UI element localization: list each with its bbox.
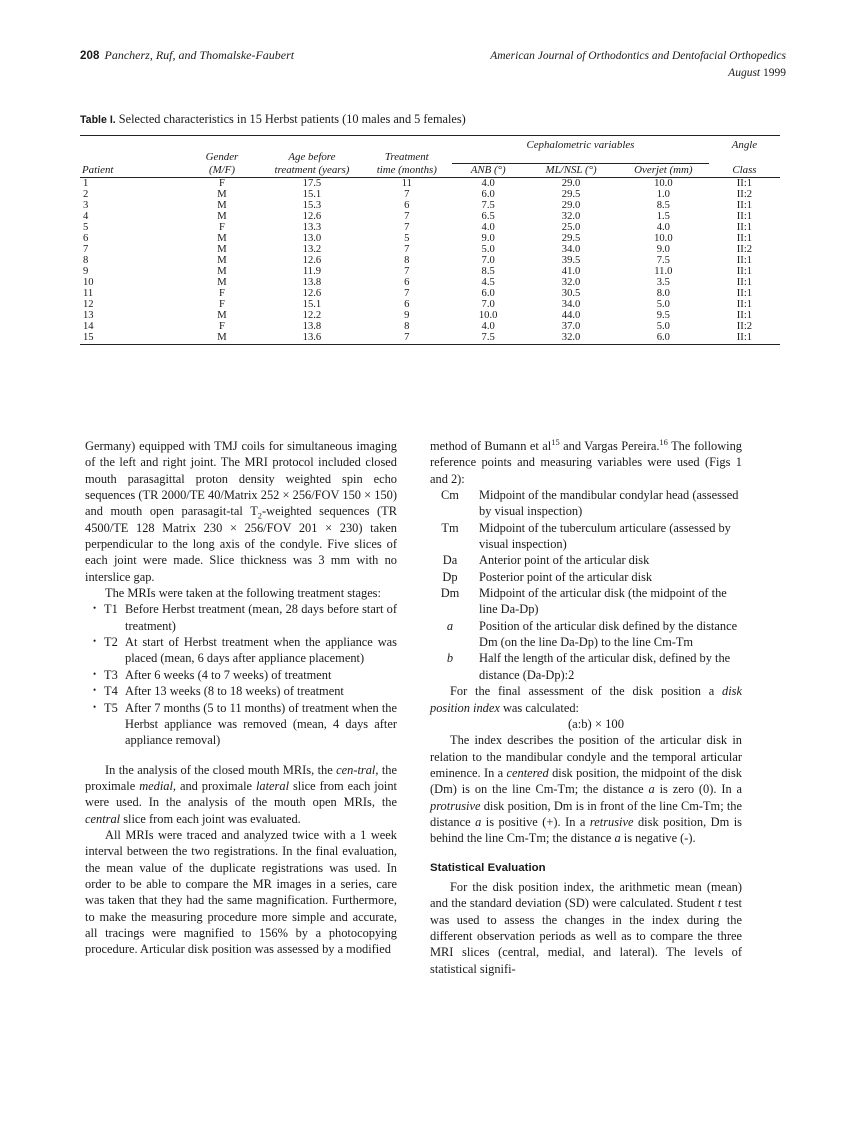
table-cell: 4.0 bbox=[481, 221, 495, 233]
table-cell: 13.8 bbox=[302, 276, 322, 288]
table-cell: 25.0 bbox=[561, 221, 581, 233]
table-cell: 7.5 bbox=[656, 254, 670, 266]
para-desc-p1: The index describes the position of the articular disk in relation to the mandibular condyle and the temporal articular eminence. In a bbox=[430, 733, 742, 780]
header-gender-line1: Gender bbox=[205, 151, 239, 163]
para-desc-p2: disk position, the midpoint of the disk (Dm) is on the line Cm-Tm; the distance bbox=[430, 765, 742, 797]
table-cell: F bbox=[219, 320, 225, 332]
table-cell: M bbox=[217, 254, 227, 266]
table-cell: 8.5 bbox=[481, 265, 495, 277]
table-cell: II:2 bbox=[736, 243, 753, 255]
cell-patient: 11 bbox=[83, 287, 94, 299]
cell-patient: 1 bbox=[83, 177, 89, 189]
definition-text: Midpoint of the articular disk (the midpoint of the line Da-Dp) bbox=[479, 586, 727, 617]
table-cell: 30.5 bbox=[561, 287, 581, 299]
table-cell: 4.0 bbox=[481, 320, 495, 332]
table-cell: 9.0 bbox=[481, 232, 495, 244]
header-age: treatment (years) bbox=[274, 163, 350, 176]
table-cell: 6.0 bbox=[481, 188, 495, 200]
body-column-left bbox=[85, 438, 397, 958]
cell-patient: 4 bbox=[83, 210, 89, 222]
table-header-row bbox=[80, 163, 780, 176]
table-row bbox=[80, 255, 780, 266]
table-cell: F bbox=[219, 287, 225, 299]
table-row bbox=[80, 189, 780, 200]
table-group-rule-row bbox=[80, 151, 780, 163]
table-cell: 8 bbox=[404, 254, 410, 266]
table-cell: II:1 bbox=[736, 254, 753, 266]
table-row bbox=[80, 177, 780, 189]
para-mri-protocol-part-b: -weighted sequences (TR 4500/TE 128 Matrix 230 × 256/FOV 201 × 230) taken perpendicular to the long axis of the condyle. Five slices of each joint were made. Slice thickness was 3 mm with no interslice gap. bbox=[85, 504, 398, 584]
formula-disk-position-index: (a:b) × 100 bbox=[567, 716, 625, 731]
reference-superscript-16: 16 bbox=[659, 436, 668, 447]
table-cell: 13.2 bbox=[302, 243, 322, 255]
para-disk-index-p2: was calculated: bbox=[499, 700, 579, 715]
cell-patient: 5 bbox=[83, 221, 89, 233]
table-cell: 44.0 bbox=[561, 309, 581, 321]
cell-patient: 14 bbox=[83, 320, 94, 332]
table-cell: 29.5 bbox=[561, 188, 581, 200]
para-slice-analysis-p2: the proximale bbox=[85, 762, 397, 793]
issue-year: 1999 bbox=[763, 67, 786, 79]
treatment-stage-tag: T5 bbox=[104, 700, 118, 715]
header-angle-class: Class bbox=[732, 163, 757, 176]
journal-title: American Journal of Orthodontics and Dentofacial Orthopedics bbox=[490, 50, 786, 62]
table-cell: 6.5 bbox=[481, 210, 495, 222]
table-group-header-row bbox=[80, 136, 780, 152]
definition-term: Dp bbox=[442, 569, 458, 584]
table-cell: 8 bbox=[404, 320, 410, 332]
table-cell: 7 bbox=[404, 221, 410, 233]
table-cell: 6 bbox=[404, 298, 410, 310]
reference-superscript-15: 15 bbox=[551, 436, 560, 447]
para-disk-index-p1: For the final assessment of the disk position a bbox=[450, 684, 723, 699]
para-desc-p7: is negative (-). bbox=[620, 831, 696, 846]
table-cell: 10.0 bbox=[654, 232, 673, 244]
emph-centered: centered bbox=[506, 765, 549, 780]
table-rule-bottom bbox=[80, 343, 780, 345]
header-patient: Patient bbox=[82, 163, 114, 176]
table-cell: 6.0 bbox=[656, 331, 670, 343]
table-row bbox=[80, 244, 780, 255]
treatment-stage-text: After 6 weeks (4 to 7 weeks) of treatment bbox=[125, 667, 332, 682]
table-cell: 10.0 bbox=[478, 309, 498, 321]
para-statistics bbox=[430, 879, 742, 977]
emph-t-test: t bbox=[717, 896, 722, 911]
table-cell: 9.5 bbox=[656, 309, 670, 321]
para-mri-protocol-part-a: Germany) equipped with TMJ coils for simultaneous imaging of the left and right joint. The MRI protocol included closed mouth parasagittal proton density weighted spin echo sequences (TR 2000/TE 40/Matrix 252 × 256/FOV 150 × 150) and mouth open parasagit- bbox=[85, 439, 397, 519]
emph-a-2: a bbox=[475, 814, 482, 829]
table-cell: II:1 bbox=[736, 298, 753, 310]
bullet-icon: • bbox=[93, 636, 97, 647]
treatment-stage-tag: T1 bbox=[104, 602, 118, 617]
para-desc-p5: is positive (+). In a bbox=[481, 814, 590, 829]
table-row bbox=[80, 288, 780, 299]
treatment-stage-text: After 7 months (5 to 11 months) of treatment when the Herbst appliance was removed (mean, 4 days after appliance removal) bbox=[125, 700, 397, 748]
table-cell: 8.0 bbox=[656, 287, 670, 299]
header-mlnsl: ML/NSL (°) bbox=[545, 163, 597, 176]
table-cell: 13.3 bbox=[302, 221, 322, 233]
table-cell: 39.5 bbox=[561, 254, 581, 266]
emph-central-tral: cen-tral, bbox=[336, 762, 379, 777]
table-row bbox=[80, 299, 780, 310]
table-caption-text: Selected characteristics in 15 Herbst patients (10 males and 5 females) bbox=[118, 112, 466, 126]
table-cell: 13.0 bbox=[302, 232, 322, 244]
table-cell: II:2 bbox=[736, 188, 753, 200]
table-cell: 7 bbox=[404, 287, 410, 299]
definition-term: b bbox=[446, 651, 454, 666]
table-cell: II:1 bbox=[736, 221, 753, 233]
treatment-stage-list bbox=[85, 601, 397, 748]
cell-patient: 9 bbox=[83, 265, 89, 277]
table-cell: 11.0 bbox=[654, 265, 673, 277]
table-cell: 34.0 bbox=[561, 298, 581, 310]
cell-patient: 3 bbox=[83, 199, 89, 211]
treatment-stage-item bbox=[85, 601, 397, 634]
table-row bbox=[80, 332, 780, 343]
table-cell: 9 bbox=[404, 309, 410, 321]
definition-term: Da bbox=[442, 553, 458, 568]
table-cell: M bbox=[217, 309, 227, 321]
emph-a-3: a bbox=[614, 831, 621, 846]
para-method bbox=[430, 438, 742, 487]
table-row bbox=[80, 310, 780, 321]
table-cell: 4.0 bbox=[481, 177, 495, 189]
para-slice-analysis-p3: and proximale bbox=[176, 778, 256, 793]
table-row bbox=[80, 277, 780, 288]
table-cell: 15.1 bbox=[302, 298, 322, 310]
cell-patient: 10 bbox=[83, 276, 94, 288]
table-cell: 7 bbox=[404, 188, 410, 200]
para-desc-p4: disk position, Dm is in front of the line Cm-Tm; the distance bbox=[430, 798, 742, 829]
table-cell: 7 bbox=[404, 210, 410, 222]
table-cell: II:1 bbox=[736, 232, 753, 244]
emph-a-1: a bbox=[648, 782, 655, 797]
table-cell: 6 bbox=[404, 199, 410, 211]
table-cell: 4.0 bbox=[656, 221, 670, 233]
table-cell: 6.0 bbox=[481, 287, 495, 299]
table-row bbox=[80, 266, 780, 277]
emph-retrusive: retrusive bbox=[589, 814, 634, 829]
definition-term: Tm bbox=[441, 520, 459, 535]
treatment-stage-item bbox=[85, 700, 397, 749]
spacer bbox=[430, 847, 742, 860]
table-cell: M bbox=[217, 331, 227, 343]
table-cell: 29.5 bbox=[561, 232, 581, 244]
table-cell: 13.6 bbox=[302, 331, 322, 343]
header-angle-line1: Angle bbox=[731, 139, 758, 151]
para-stats-p2: test was used to assess the changes in the index during the different observation periods as well as to compare the three MRI slices (central, medial, and lateral). The levels of statistical signifi- bbox=[430, 896, 742, 976]
table-cell: F bbox=[219, 298, 225, 310]
table-cell: II:1 bbox=[736, 210, 753, 222]
bullet-icon: • bbox=[93, 685, 97, 696]
table-cell: 29.0 bbox=[561, 199, 581, 211]
running-head-authors: Pancherz, Ruf, and Thomalske-Faubert bbox=[104, 48, 295, 62]
table-cell: 29.0 bbox=[561, 177, 581, 189]
subhead-statistical-evaluation: Statistical Evaluation bbox=[430, 861, 546, 874]
definition-text: Posterior point of the articular disk bbox=[479, 569, 653, 584]
characteristics-table bbox=[80, 134, 780, 345]
definition-item bbox=[430, 487, 742, 520]
issue-month: August bbox=[728, 67, 761, 79]
definition-text: Anterior point of the articular disk bbox=[479, 553, 650, 568]
para-mri-protocol-t2-lead: tal T bbox=[230, 504, 258, 519]
table-cell: 6 bbox=[404, 276, 410, 288]
table-cell: 11.9 bbox=[302, 265, 322, 277]
table-cell: 10.0 bbox=[654, 177, 673, 189]
header-overjet: Overjet (mm) bbox=[634, 163, 693, 176]
para-desc-p6: disk position, Dm is behind the line Cm-Tm; the distance bbox=[430, 814, 742, 846]
treatment-stage-text: At start of Herbst treatment when the appliance was placed (mean, 6 days after appliance placement) bbox=[125, 635, 397, 666]
table-cell: 7.0 bbox=[481, 254, 495, 266]
table-cell: II:1 bbox=[736, 287, 753, 299]
para-slice-analysis-p1: In the analysis of the closed mouth MRIs, the bbox=[105, 762, 337, 777]
table-cell: 1.5 bbox=[656, 210, 670, 222]
table-cell: 5 bbox=[404, 232, 410, 244]
reference-point-definitions bbox=[430, 487, 742, 683]
bullet-icon: • bbox=[93, 603, 97, 614]
definition-text: Half the length of the articular disk, defined by the distance (Da-Dp):2 bbox=[479, 651, 731, 682]
para-slice-analysis bbox=[85, 762, 397, 827]
table-cell: II:2 bbox=[736, 320, 753, 332]
bullet-icon: • bbox=[93, 668, 97, 679]
definition-item bbox=[430, 520, 742, 553]
definition-term: Cm bbox=[441, 488, 459, 503]
para-stats-p1: For the disk position index, the arithmetic mean (mean) and the standard deviation (SD) were calculated. Student bbox=[430, 879, 742, 911]
running-head-right bbox=[490, 48, 786, 82]
cell-patient: 2 bbox=[83, 188, 89, 200]
table-cell: II:1 bbox=[736, 265, 753, 277]
para-method-p2: and Vargas Pereira. bbox=[559, 439, 660, 453]
issue-date bbox=[490, 65, 786, 82]
para-stages-intro: The MRIs were taken at the following treatment stages: bbox=[105, 586, 381, 601]
header-anb: ANB (°) bbox=[470, 163, 506, 176]
table-row bbox=[80, 321, 780, 332]
cell-patient: 13 bbox=[83, 309, 94, 321]
table-cell: 34.0 bbox=[561, 243, 581, 255]
table-cell: 4.5 bbox=[481, 276, 495, 288]
cell-patient: 8 bbox=[83, 254, 89, 266]
definition-item bbox=[430, 650, 742, 683]
table-cell: 12.6 bbox=[302, 210, 322, 222]
table-cell: 9.0 bbox=[656, 243, 670, 255]
table-body bbox=[80, 177, 780, 343]
cell-patient: 7 bbox=[83, 243, 89, 255]
table-cell: 7 bbox=[404, 265, 410, 277]
cell-patient: 12 bbox=[83, 298, 94, 310]
treatment-stage-text: Before Herbst treatment (mean, 28 days before start of treatment) bbox=[125, 602, 397, 633]
table-cell: F bbox=[219, 221, 225, 233]
definition-item bbox=[430, 569, 742, 585]
table-cell: II:1 bbox=[736, 276, 753, 288]
treatment-stage-item bbox=[85, 683, 397, 699]
table-cell: 12.2 bbox=[302, 309, 322, 321]
cell-patient: 6 bbox=[83, 232, 89, 244]
emph-lateral: lateral bbox=[255, 778, 290, 793]
table-cell: M bbox=[217, 243, 227, 255]
treatment-stage-item bbox=[85, 634, 397, 667]
header-gender: (M/F) bbox=[208, 163, 235, 176]
definition-text: Midpoint of the mandibular condylar head (assessed by visual inspection) bbox=[479, 488, 739, 519]
table-cell: 7.0 bbox=[481, 298, 495, 310]
table-row bbox=[80, 211, 780, 222]
table-row bbox=[80, 222, 780, 233]
table-cell: 5.0 bbox=[656, 320, 670, 332]
bullet-icon: • bbox=[93, 701, 97, 712]
definition-item bbox=[430, 552, 742, 568]
body-column-right bbox=[430, 438, 742, 977]
treatment-stage-item bbox=[85, 667, 397, 683]
table-cell: 3.5 bbox=[656, 276, 670, 288]
table-label: Table I. bbox=[80, 114, 116, 126]
table-block bbox=[80, 112, 780, 345]
emph-protrusive: protrusive bbox=[430, 798, 481, 813]
table-cell: 32.0 bbox=[561, 276, 581, 288]
subscript-t2: 2 bbox=[257, 510, 262, 521]
table-cell: 5.0 bbox=[481, 243, 495, 255]
header-age-line1: Age before bbox=[288, 151, 336, 163]
treatment-stage-tag: T2 bbox=[104, 635, 118, 650]
table-cell: 13.8 bbox=[302, 320, 322, 332]
table-cell: 7 bbox=[404, 331, 410, 343]
para-method-p1: method of Bumann et al bbox=[430, 439, 552, 453]
header-treatment-time: time (months) bbox=[376, 163, 437, 176]
running-head-left bbox=[80, 48, 294, 63]
cell-patient: 15 bbox=[83, 331, 94, 343]
table-cell: 12.6 bbox=[302, 254, 322, 266]
para-tracing: All MRIs were traced and analyzed twice with a 1 week interval between the two registrations. In the final evaluation, the mean value of the duplicate registrations was used. In order to be able to compare the MR images in a series, care was taken that they had the same magnification. Furthermore, to make the measuring procedure more simple and accurate, all tracings were magnified to 156% by a photocopying procedure. Articular disk position was assessed by a modified bbox=[85, 827, 397, 957]
emph-central: central bbox=[85, 811, 121, 826]
table-cell: 1.0 bbox=[656, 188, 670, 200]
header-time-line1: Treatment bbox=[384, 151, 429, 163]
spacer bbox=[85, 749, 397, 762]
emph-disk-position-index: disk position index bbox=[430, 684, 742, 715]
table-row bbox=[80, 200, 780, 211]
table-row bbox=[80, 233, 780, 244]
para-slice-analysis-p5: slice from each joint was evaluated. bbox=[120, 811, 301, 826]
running-head bbox=[80, 48, 786, 92]
definition-text: Position of the articular disk defined by the distance Dm (on the line Da-Dp) to the line Cm-Tm bbox=[479, 618, 738, 650]
table-cell: M bbox=[217, 188, 227, 200]
para-mri-protocol bbox=[85, 438, 397, 585]
group-span-rule bbox=[452, 151, 709, 163]
table-cell: 15.3 bbox=[302, 199, 322, 211]
para-slice-analysis-p4: slice from each joint were used. In the analysis of the mouth open MRIs, the bbox=[85, 778, 397, 810]
treatment-stage-tag: T3 bbox=[104, 667, 118, 682]
table-cell: 11 bbox=[401, 177, 412, 189]
table-cell: 32.0 bbox=[561, 210, 581, 222]
para-method-p3: The following reference points and measuring variables were used (Figs 1 and 2): bbox=[430, 439, 743, 486]
table-cell: M bbox=[217, 276, 227, 288]
table-cell: II:1 bbox=[736, 331, 753, 343]
definition-term: Dm bbox=[440, 586, 460, 601]
group-header-cephalometric: Cephalometric variables bbox=[526, 139, 635, 151]
treatment-stage-text: After 13 weeks (8 to 18 weeks) of treatment bbox=[125, 684, 344, 699]
table-cell: 7 bbox=[404, 243, 410, 255]
table-cell: 8.5 bbox=[656, 199, 670, 211]
table-cell: 5.0 bbox=[656, 298, 670, 310]
table-cell: 32.0 bbox=[561, 331, 581, 343]
table-cell: M bbox=[217, 210, 227, 222]
table-cell: 37.0 bbox=[561, 320, 581, 332]
emph-medial: medial, bbox=[139, 778, 177, 793]
table-caption bbox=[80, 112, 780, 127]
table-cell: M bbox=[217, 232, 227, 244]
table-cell: II:1 bbox=[736, 309, 753, 321]
table-cell: M bbox=[217, 199, 227, 211]
definition-item bbox=[430, 618, 742, 651]
table-cell: 41.0 bbox=[561, 265, 581, 277]
table-cell: 12.6 bbox=[302, 287, 322, 299]
definition-item bbox=[430, 585, 742, 618]
definition-text: Midpoint of the tuberculum articulare (assessed by visual inspection) bbox=[479, 520, 731, 552]
table-cell: M bbox=[217, 265, 227, 277]
para-disk-index bbox=[430, 683, 742, 716]
table-cell: F bbox=[219, 177, 225, 189]
para-desc-p3: is zero (0). In a bbox=[654, 782, 742, 797]
table-cell: II:1 bbox=[736, 177, 753, 189]
table-cell: 17.5 bbox=[302, 177, 322, 189]
table-cell: 7.5 bbox=[481, 331, 495, 343]
definition-term: a bbox=[446, 618, 454, 633]
para-index-description bbox=[430, 732, 742, 846]
table-cell: 7.5 bbox=[481, 199, 495, 211]
page-number: 208 bbox=[80, 50, 100, 62]
table-cell: 15.1 bbox=[302, 188, 322, 200]
treatment-stage-tag: T4 bbox=[104, 684, 118, 699]
table-cell: II:1 bbox=[736, 199, 753, 211]
